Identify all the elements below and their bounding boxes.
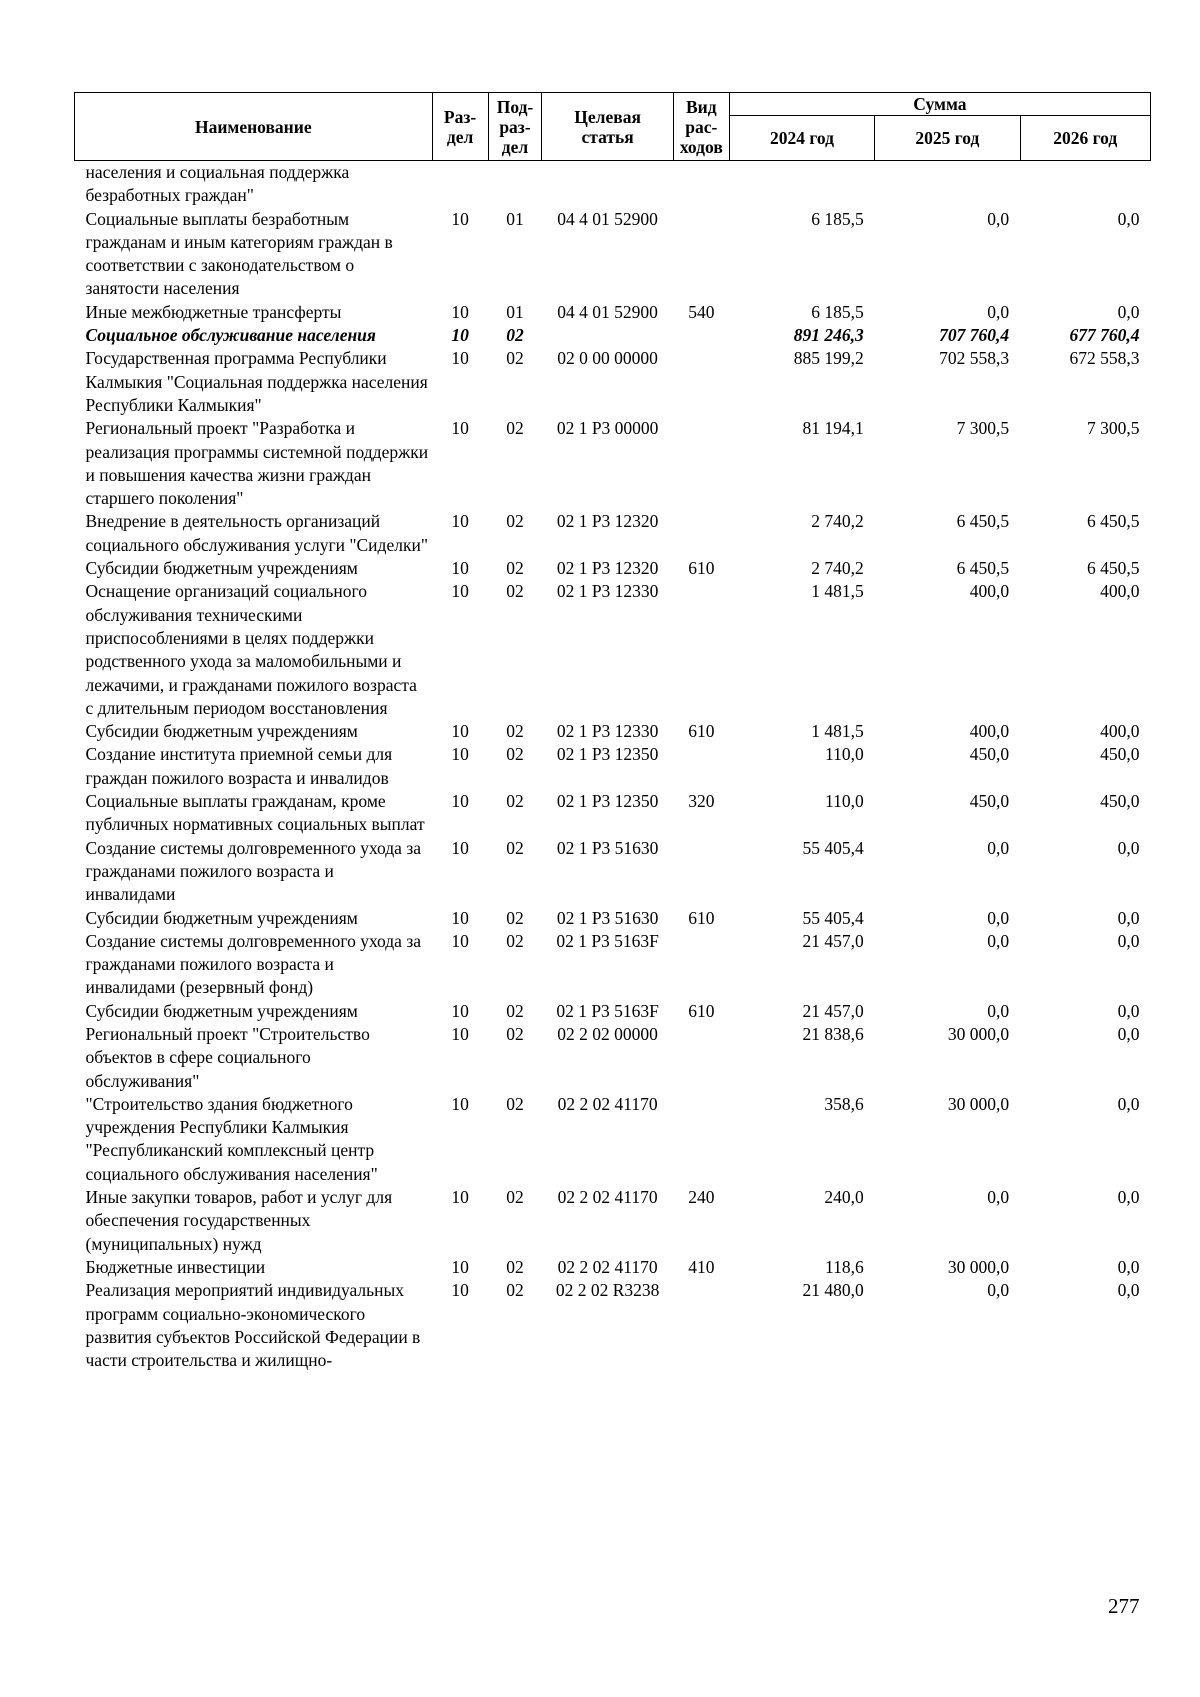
cell-sum-2024: 1 481,5	[811, 581, 864, 602]
cell-razdel: 10	[451, 208, 469, 229]
header-razdel: Раз- дел	[432, 93, 488, 161]
table-row	[75, 510, 1151, 557]
cell-sum-2026: 0,0	[1117, 1256, 1140, 1277]
cell-target-article: 02 2 02 R3238	[555, 1280, 660, 1301]
table-row	[75, 1279, 1151, 1372]
cell-expense-type	[673, 580, 729, 720]
cell-sum-2025: 7 300,5	[956, 418, 1010, 439]
cell-podrazdel: 02	[506, 348, 524, 369]
cell-target-article: 02 1 Р3 5163F	[556, 1000, 659, 1021]
cell-sum-2024: 81 194,1	[802, 418, 864, 439]
cell-sum-2024: 21 457,0	[802, 930, 864, 951]
cell-sum-2025: 0,0	[987, 1187, 1010, 1208]
cell-target-article: 02 2 02 41170	[557, 1187, 658, 1208]
cell-sum-2025: 707 760,4	[939, 325, 1010, 346]
cell-sum-2025: 6 450,5	[956, 558, 1010, 579]
cell-target-article: 02 1 Р3 00000	[556, 418, 659, 439]
table-row	[75, 1256, 1151, 1279]
cell-podrazdel: 02	[506, 581, 524, 602]
cell-sum-2025: 0,0	[987, 208, 1010, 229]
table-row	[75, 347, 1151, 417]
cell-sum-2026	[1020, 161, 1150, 208]
cell-expense-type	[673, 1279, 729, 1372]
header-name: Наименование	[75, 93, 433, 161]
cell-expense-type	[673, 743, 729, 790]
page-number: 277	[1108, 1594, 1140, 1618]
cell-expense-type: 610	[688, 721, 715, 742]
cell-razdel: 10	[451, 1093, 469, 1114]
cell-razdel: 10	[451, 558, 469, 579]
table-row	[75, 161, 1151, 208]
cell-sum-2026: 0,0	[1117, 1000, 1140, 1021]
cell-target-article: 02 1 Р3 51630	[556, 837, 659, 858]
cell-sum-2026: 0,0	[1117, 1023, 1140, 1044]
cell-podrazdel: 02	[506, 930, 524, 951]
cell-name: Бюджетные инвестиции	[85, 1256, 266, 1277]
cell-target-article: 02 1 Р3 12330	[556, 581, 659, 602]
cell-podrazdel: 02	[506, 511, 524, 532]
cell-sum-2025: 0,0	[987, 1000, 1010, 1021]
cell-sum-2026: 450,0	[1100, 744, 1140, 765]
cell-razdel	[432, 161, 488, 208]
header-podrazdel: Под- раз- дел	[488, 93, 542, 161]
cell-sum-2024: 21 480,0	[802, 1280, 864, 1301]
cell-sum-2024: 240,0	[824, 1187, 864, 1208]
cell-sum-2026: 0,0	[1117, 1187, 1140, 1208]
table-header	[75, 93, 1151, 161]
cell-podrazdel: 02	[506, 1187, 524, 1208]
cell-expense-type: 540	[688, 301, 715, 322]
cell-podrazdel: 02	[506, 1256, 524, 1277]
table-row	[75, 720, 1151, 743]
table-row	[75, 1023, 1151, 1093]
budget-table	[74, 92, 1151, 1372]
cell-razdel: 10	[451, 907, 469, 928]
cell-target-article	[542, 161, 673, 208]
table-row	[75, 557, 1151, 580]
cell-sum-2025	[875, 161, 1020, 208]
cell-target-article: 04 4 01 52900	[557, 208, 658, 229]
cell-sum-2025: 30 000,0	[947, 1023, 1010, 1044]
cell-name: Создание системы долговременного ухода за гражданами пожилого возраста и инвалидами (резервный фонд)	[85, 930, 422, 998]
cell-sum-2025: 0,0	[987, 907, 1010, 928]
cell-target-article: 02 1 Р3 12330	[556, 721, 659, 742]
cell-sum-2024: 6 185,5	[811, 208, 864, 229]
cell-sum-2026: 6 450,5	[1087, 511, 1140, 532]
cell-name: Социальные выплаты гражданам, кроме публичных нормативных социальных выплат	[85, 791, 425, 835]
table-row	[75, 790, 1151, 837]
cell-name: Создание института приемной семьи для граждан пожилого возраста и инвалидов	[85, 744, 393, 788]
cell-sum-2026: 0,0	[1117, 837, 1140, 858]
table-row	[75, 743, 1151, 790]
cell-razdel: 10	[451, 1000, 469, 1021]
header-year-2024: 2024 год	[729, 116, 874, 161]
cell-expense-type	[673, 161, 729, 208]
cell-sum-2025: 400,0	[969, 721, 1010, 742]
cell-name: Субсидии бюджетным учреждениям	[85, 721, 358, 742]
cell-sum-2024: 110,0	[824, 744, 864, 765]
cell-name: населения и социальная поддержка безработных граждан"	[85, 162, 350, 206]
cell-expense-type	[673, 837, 729, 907]
cell-podrazdel: 02	[506, 418, 524, 439]
cell-podrazdel: 02	[506, 325, 524, 346]
header-target-article: Целевая статья	[542, 93, 673, 161]
cell-name: Иные закупки товаров, работ и услуг для обеспечения государственных (муниципальных) нужд	[85, 1187, 393, 1254]
cell-sum-2026: 0,0	[1117, 301, 1140, 322]
cell-sum-2025: 450,0	[969, 791, 1010, 812]
cell-expense-type: 240	[688, 1187, 715, 1208]
cell-razdel: 10	[451, 1187, 469, 1208]
cell-name: Субсидии бюджетным учреждениям	[85, 558, 358, 579]
cell-sum-2024: 2 740,2	[811, 558, 864, 579]
cell-razdel: 10	[451, 791, 469, 812]
table-row	[75, 580, 1151, 720]
cell-sum-2024: 6 185,5	[811, 301, 864, 322]
cell-expense-type: 610	[688, 907, 715, 928]
cell-sum-2024: 358,6	[824, 1093, 864, 1114]
cell-name: Региональный проект "Разработка и реализация программы системной поддержки и повышения качества жизни граждан старшего поколения"	[85, 418, 429, 509]
cell-sum-2026: 0,0	[1117, 930, 1140, 951]
cell-target-article: 02 1 Р3 51630	[556, 907, 659, 928]
cell-razdel: 10	[451, 1023, 469, 1044]
table-row	[75, 324, 1151, 347]
table-row	[75, 907, 1151, 930]
cell-target-article: 02 0 00 00000	[557, 348, 658, 369]
cell-razdel: 10	[451, 1256, 469, 1277]
cell-sum-2026: 0,0	[1117, 1093, 1140, 1114]
cell-podrazdel: 01	[506, 301, 524, 322]
cell-sum-2024: 118,6	[824, 1256, 864, 1277]
cell-razdel: 10	[451, 837, 469, 858]
header-sum: Сумма	[729, 93, 1150, 116]
cell-podrazdel: 02	[506, 1023, 524, 1044]
cell-expense-type	[673, 324, 729, 347]
cell-expense-type	[673, 208, 729, 301]
cell-target-article	[542, 324, 673, 347]
cell-name: Субсидии бюджетным учреждениям	[85, 1000, 358, 1021]
cell-sum-2026: 400,0	[1100, 721, 1140, 742]
cell-sum-2025: 0,0	[987, 837, 1010, 858]
table-row	[75, 837, 1151, 907]
cell-razdel: 10	[451, 930, 469, 951]
cell-name: Социальные выплаты безработным гражданам и иным категориям граждан в соответствии с законодательством о занятости населения	[85, 208, 393, 299]
cell-sum-2024: 891 246,3	[793, 325, 864, 346]
table-row	[75, 1000, 1151, 1023]
cell-name: Иные межбюджетные трансферты	[85, 301, 342, 322]
cell-sum-2024: 885 199,2	[793, 348, 864, 369]
cell-sum-2024: 21 838,6	[802, 1023, 864, 1044]
cell-name: Внедрение в деятельность организаций социального обслуживания услуги "Сиделки"	[85, 511, 428, 555]
cell-sum-2026: 677 760,4	[1069, 325, 1140, 346]
cell-target-article: 02 1 Р3 12350	[556, 791, 659, 812]
cell-razdel: 10	[451, 581, 469, 602]
cell-name: Оснащение организаций социального обслуживания техническими приспособлениями в целях поддержки родственного ухода за маломобильными и лежачими, и гражданами пожилого возраста с длительным периодом восстановления	[85, 581, 417, 718]
cell-expense-type	[673, 1023, 729, 1093]
cell-sum-2025: 0,0	[987, 930, 1010, 951]
cell-sum-2025: 450,0	[969, 744, 1010, 765]
cell-sum-2025: 0,0	[987, 301, 1010, 322]
cell-sum-2026: 0,0	[1117, 208, 1140, 229]
table-body	[75, 161, 1151, 1373]
cell-expense-type	[673, 510, 729, 557]
cell-target-article: 02 1 Р3 12350	[556, 744, 659, 765]
table-row	[75, 208, 1151, 301]
cell-expense-type	[673, 930, 729, 1000]
table-row	[75, 1093, 1151, 1186]
cell-podrazdel: 02	[506, 907, 524, 928]
cell-name: Субсидии бюджетным учреждениям	[85, 907, 358, 928]
cell-expense-type	[673, 347, 729, 417]
cell-sum-2026: 0,0	[1117, 907, 1140, 928]
cell-sum-2024: 2 740,2	[811, 511, 864, 532]
cell-sum-2024: 110,0	[824, 791, 864, 812]
cell-sum-2026: 400,0	[1100, 581, 1140, 602]
cell-razdel: 10	[451, 301, 469, 322]
cell-podrazdel: 02	[506, 1280, 524, 1301]
table-row	[75, 1186, 1151, 1256]
cell-target-article: 02 1 Р3 5163F	[556, 930, 659, 951]
header-year-2025: 2025 год	[875, 116, 1020, 161]
table-row	[75, 930, 1151, 1000]
cell-sum-2026: 7 300,5	[1087, 418, 1140, 439]
header-expense-type: Вид рас- ходов	[673, 93, 729, 161]
cell-podrazdel: 02	[506, 1093, 524, 1114]
cell-name: Социальное обслуживание населения	[85, 325, 376, 346]
cell-expense-type: 410	[688, 1256, 715, 1277]
cell-target-article: 02 2 02 00000	[557, 1023, 658, 1044]
cell-podrazdel: 02	[506, 837, 524, 858]
header-year-2026: 2026 год	[1020, 116, 1150, 161]
cell-sum-2024: 1 481,5	[811, 721, 864, 742]
cell-podrazdel: 02	[506, 558, 524, 579]
cell-expense-type	[673, 1093, 729, 1186]
cell-target-article: 04 4 01 52900	[557, 301, 658, 322]
cell-razdel: 10	[451, 1280, 469, 1301]
cell-podrazdel: 02	[506, 721, 524, 742]
cell-sum-2025: 6 450,5	[956, 511, 1010, 532]
cell-sum-2026: 450,0	[1100, 791, 1140, 812]
cell-name: Государственная программа Республики Калмыкия "Социальная поддержка населения Республики Калмыкия"	[85, 348, 428, 415]
cell-sum-2025: 400,0	[969, 581, 1010, 602]
cell-sum-2026: 672 558,3	[1069, 348, 1140, 369]
cell-sum-2026: 0,0	[1117, 1280, 1140, 1301]
cell-razdel: 10	[451, 744, 469, 765]
cell-podrazdel: 02	[506, 1000, 524, 1021]
cell-sum-2025: 30 000,0	[947, 1093, 1010, 1114]
cell-sum-2024: 55 405,4	[802, 907, 864, 928]
cell-sum-2024: 21 457,0	[802, 1000, 864, 1021]
cell-name: "Строительство здания бюджетного учреждения Республики Калмыкия "Республиканский комплексный центр социального обслуживания населения"	[85, 1093, 378, 1184]
cell-razdel: 10	[451, 348, 469, 369]
cell-razdel: 10	[451, 511, 469, 532]
cell-target-article: 02 2 02 41170	[557, 1256, 658, 1277]
cell-sum-2025: 702 558,3	[939, 348, 1010, 369]
cell-razdel: 10	[451, 325, 469, 346]
cell-expense-type: 610	[688, 558, 715, 579]
cell-podrazdel	[488, 161, 542, 208]
cell-podrazdel: 01	[506, 208, 524, 229]
cell-sum-2026: 6 450,5	[1087, 558, 1140, 579]
cell-name: Региональный проект "Строительство объектов в сфере социального обслуживания"	[85, 1023, 370, 1091]
cell-target-article: 02 2 02 41170	[557, 1093, 658, 1114]
table-row	[75, 301, 1151, 324]
cell-sum-2024: 55 405,4	[802, 837, 864, 858]
cell-expense-type	[673, 417, 729, 510]
cell-podrazdel: 02	[506, 791, 524, 812]
table-row	[75, 417, 1151, 510]
cell-sum-2024	[729, 161, 874, 208]
cell-razdel: 10	[451, 721, 469, 742]
cell-sum-2025: 0,0	[987, 1280, 1010, 1301]
cell-sum-2025: 30 000,0	[947, 1256, 1010, 1277]
cell-expense-type: 320	[688, 791, 715, 812]
cell-podrazdel: 02	[506, 744, 524, 765]
cell-target-article: 02 1 Р3 12320	[556, 558, 659, 579]
cell-name: Реализация мероприятий индивидуальных программ социально-экономического развития субъектов Российской Федерации в части строительства и жилищно-	[85, 1280, 421, 1371]
cell-razdel: 10	[451, 418, 469, 439]
cell-name: Создание системы долговременного ухода за гражданами пожилого возраста и инвалидами	[85, 837, 422, 905]
cell-expense-type: 610	[688, 1000, 715, 1021]
cell-target-article: 02 1 Р3 12320	[556, 511, 659, 532]
